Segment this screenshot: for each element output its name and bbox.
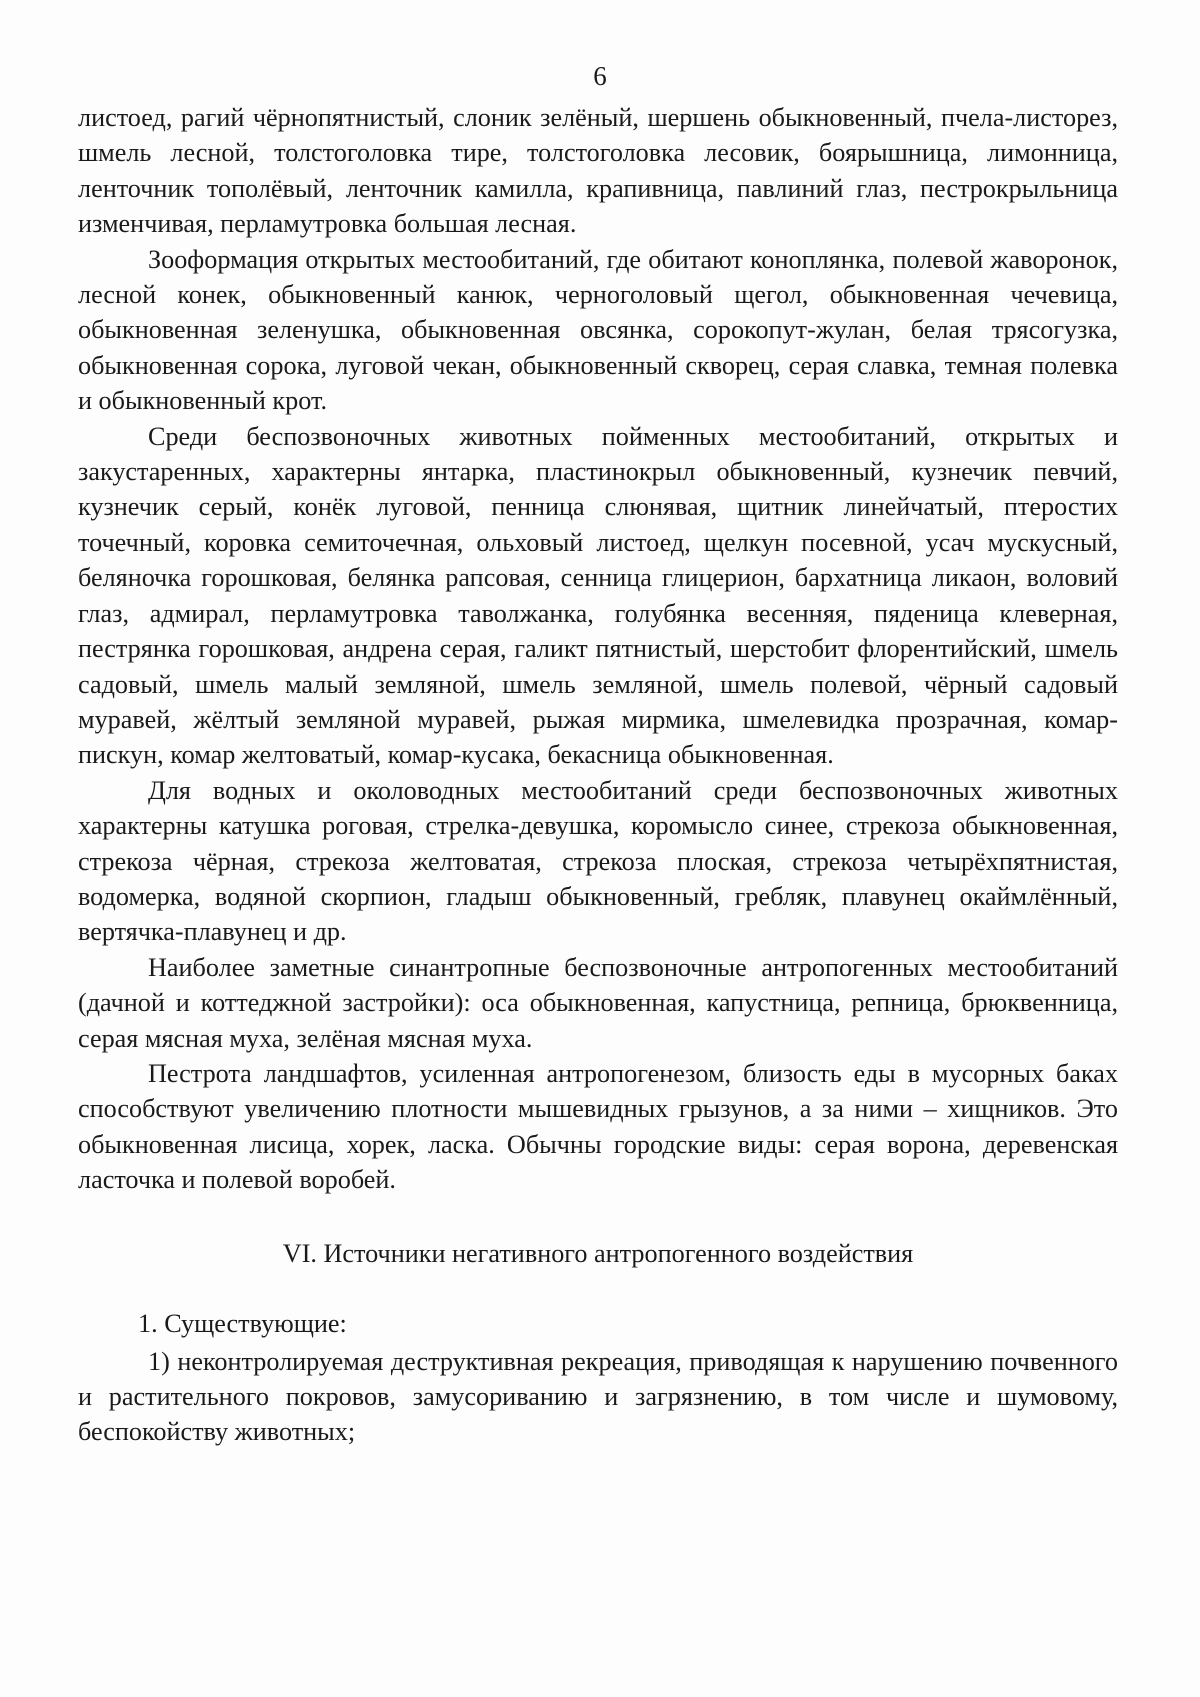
section-heading: VI. Источники негативного антропогенного воздействия [282,1238,914,1268]
paragraph-item-1: 1) неконтролируемая деструктивная рекреация, приводящая к нарушению почвенного и растительного покровов, замусориванию и загрязнению, в том числе и шумовому, беспокойству животных; [78,1346,1118,1447]
paragraph-floodplain-invertebrates: Среди беспозвоночных животных пойменных местообитаний, открытых и закустаренных, характерны янтарка, пластинокрыл обыкновенный, кузнечик певчий, кузнечик серый, конёк луговой, пенница слюнявая, щитник линейчатый, птеростих точечный, коровка семиточечная, ольховый листоед, щелкун посевной, усач мускусный, беляночка горошковая, белянка рапсовая, сенница глицерион, бархатница ликаон, воловий глаз, адмирал, перламутровка таволжанка, голубянка весенняя, пяденица клеверная, пестрянка горошковая, андрена серая, галикт пятнистый, шерстобит флорентийский, шмель садовый, шмель малый земляной, шмель земляной, шмель полевой, чёрный садовый муравей, жёлтый земляной муравей, рыжая мирмика, шмелевидка прозрачная, комар-пискун, комар желтоватый, комар-кусака, бекасница обыкновенная. [78,421,1118,770]
subheading-existing: 1. Существующие: [138,1308,347,1338]
paragraph-landscape-diversity: Пестрота ландшафтов, усиленная антропогенезом, близость еды в мусорных баках способствуют увеличению плотности мышевидных грызунов, а за ними – хищников. Это обыкновенная лисица, хорек, ласка. Обычны городские виды: серая ворона, деревенская ласточка и полевой воробей. [78,1058,1118,1195]
document-body [78,100,1118,1450]
paragraph-synanthropic-invertebrates: Наиболее заметные синантропные беспозвоночные антропогенных местообитаний (дачной и коттеджной застройки): оса обыкновенная, капустница, репница, брюквенница, серая мясная муха, зелёная мясная муха. [78,952,1118,1053]
paragraph-continuation: листоед, рагий чёрнопятнистый, слоник зелёный, шершень обыкновенный, пчела-листорез, шмель лесной, толстоголовка тире, толстоголовка лесовик, боярышница, лимонница, ленточник тополёвый, ленточник камилла, крапивница, павлиний глаз, пестрокрыльница изменчивая, перламутровка большая лесная. [78,103,1118,239]
paragraph-open-habitats: Зооформация открытых местообитаний, где обитают коноплянка, полевой жаворонок, лесной конек, обыкновенный канюк, черноголовый щегол, обыкновенная чечевица, обыкновенная зеленушка, обыкновенная овсянка, сорокопут-жулан, белая трясогузка, обыкновенная сорока, луговой чекан, обыкновенный скворец, серая славка, темная полевка и обыкновенный крот. [78,244,1118,416]
paragraph-aquatic-invertebrates: Для водных и околоводных местообитаний среди беспозвоночных животных характерны катушка роговая, стрелка-девушка, коромысло синее, стрекоза обыкновенная, стрекоза чёрная, стрекоза желтоватая, стрекоза плоская, стрекоза четырёхпятнистая, водомерка, водяной скорпион, гладыш обыкновенный, гребляк, плавунец окаймлённый, вертячка-плавунец и др. [78,775,1118,947]
page-number: 6 [593,61,607,91]
